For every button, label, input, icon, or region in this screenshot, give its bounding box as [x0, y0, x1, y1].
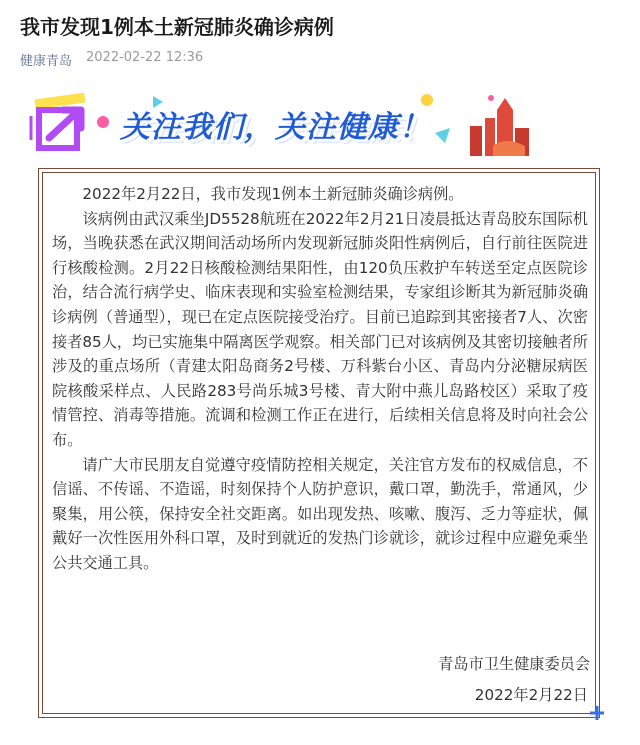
signature-date: 2022年2月22日	[474, 686, 588, 704]
arrow-icon	[31, 93, 85, 148]
follow-banner	[25, 88, 535, 158]
signature-organization: 青岛市卫生健康委员会	[438, 655, 590, 673]
source-account-link[interactable]: 健康青岛	[20, 54, 73, 69]
plus-icon	[590, 706, 604, 720]
article-meta	[20, 50, 203, 69]
paragraph-1: 2022年2月22日，我市发现1例本土新冠肺炎确诊病例。	[82, 185, 464, 203]
paragraph-3: 请广大市民朋友自觉遵守疫情防控相关规定，关注官方发布的权威信息，不信谣、不传谣、不造谣，时刻保持个人防护意识，戴口罩，勤洗手，常通风，少聚集，用公筷，保持安全社交距离。如出现发热、咳嗽、腹泻、乏力等症状，佩戴好一次性医用外科口罩，及时到就近的发热门诊就诊，就诊过程中应避免乘坐公共交通工具。	[52, 455, 588, 572]
article-title: 我市发现1例本土新冠肺炎确诊病例	[20, 15, 334, 39]
article-body	[52, 182, 588, 576]
paragraph-2: 该病例由武汉乘坐JD5528航班在2022年2月21日凌晨抵达青岛胶东国际机场，当晚获悉在武汉期间活动场所内发现新冠肺炎阳性病例后，自行前往医院进行核酸检测。2月22日核酸检测结果阳性，由120负压救护车转送至定点医院诊治，结合流行病学史、临床表现和实验室检测结果，专家组诊断其为新冠肺炎确诊病例（普通型），现已在定点医院接受治疗。目前已追踪到其密接者7人、次密接者85人，均已实施集中隔离医学观察。相关部门已对该病例及其密切接触者所涉及的重点场所（青建太阳岛商务2号楼、万科紫台小区、青岛内分泌糖尿病医院核酸采样点、人民路283号尚乐城3号楼、青大附中燕儿岛路校区）采取了疫情管控、消毒等措施。流调和检测工作正在进行，后续相关信息将及时向社会公布。	[52, 209, 588, 449]
banner-slogan: 关注我们，关注健康！	[120, 110, 430, 145]
publish-datetime: 2022-02-22 12:36	[86, 50, 204, 65]
city-skyline-icon	[470, 98, 529, 156]
